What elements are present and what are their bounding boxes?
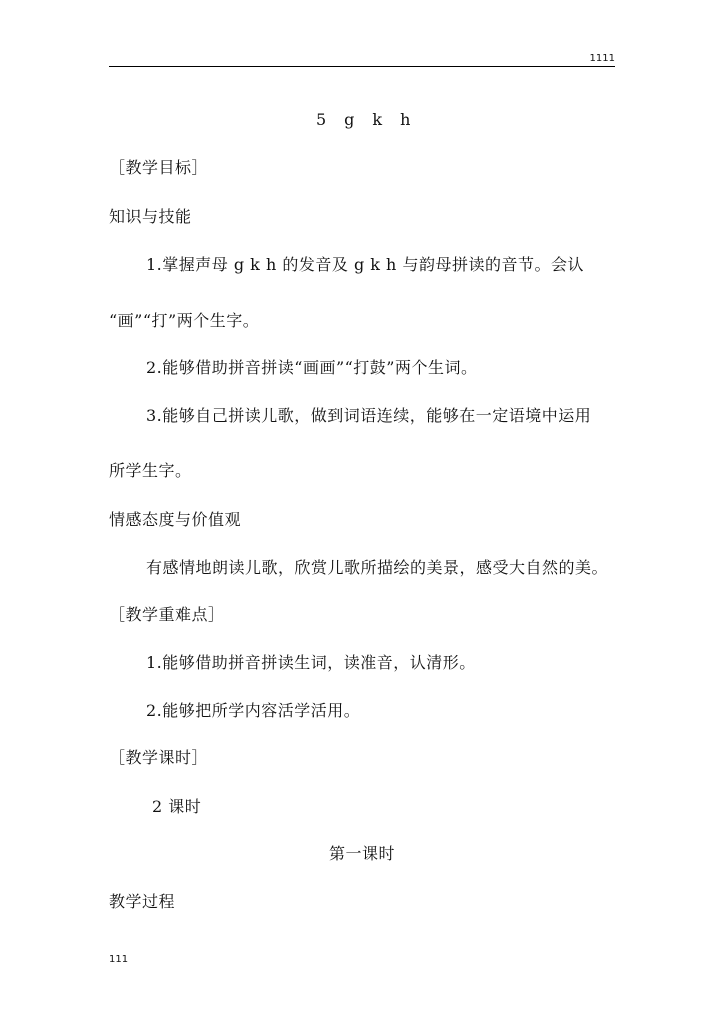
objective-1-line-1: 1.掌握声母 g k h 的发音及 g k h 与韵母拼读的音节。会认 — [146, 255, 584, 274]
keypoints-heading: ［教学重难点］ — [109, 605, 225, 624]
objective-3-line-2: 所学生字。 — [109, 461, 192, 480]
header-page-code: 1111 — [589, 53, 615, 64]
hours-heading: ［教学课时］ — [109, 748, 209, 767]
lesson-title-gkh: 5 g k h — [316, 110, 412, 129]
header-rule — [109, 66, 615, 67]
objective-1-line-2: “画”“打”两个生字。 — [109, 311, 260, 330]
first-lesson-title: 第一课时 — [329, 844, 396, 863]
knowledge-heading: 知识与技能 — [109, 207, 192, 226]
keypoint-2: 2.能够把所学内容活学活用。 — [146, 701, 361, 720]
emotion-heading: 情感态度与价值观 — [109, 510, 242, 529]
hours-text: 2 课时 — [152, 797, 202, 816]
keypoint-1: 1.能够借助拼音拼读生词，读准音，认清形。 — [146, 653, 476, 672]
process-heading: 教学过程 — [109, 892, 176, 911]
footer-page-code: 111 — [109, 954, 129, 965]
objective-2: 2.能够借助拼音拼读“画画”“打鼓”两个生词。 — [146, 358, 478, 377]
objective-3-line-1: 3.能够自己拼读儿歌，做到词语连续，能够在一定语境中运用 — [146, 406, 592, 425]
objectives-heading: ［教学目标］ — [109, 158, 209, 177]
emotion-text: 有感情地朗读儿歌，欣赏儿歌所描绘的美景，感受大自然的美。 — [146, 558, 609, 577]
